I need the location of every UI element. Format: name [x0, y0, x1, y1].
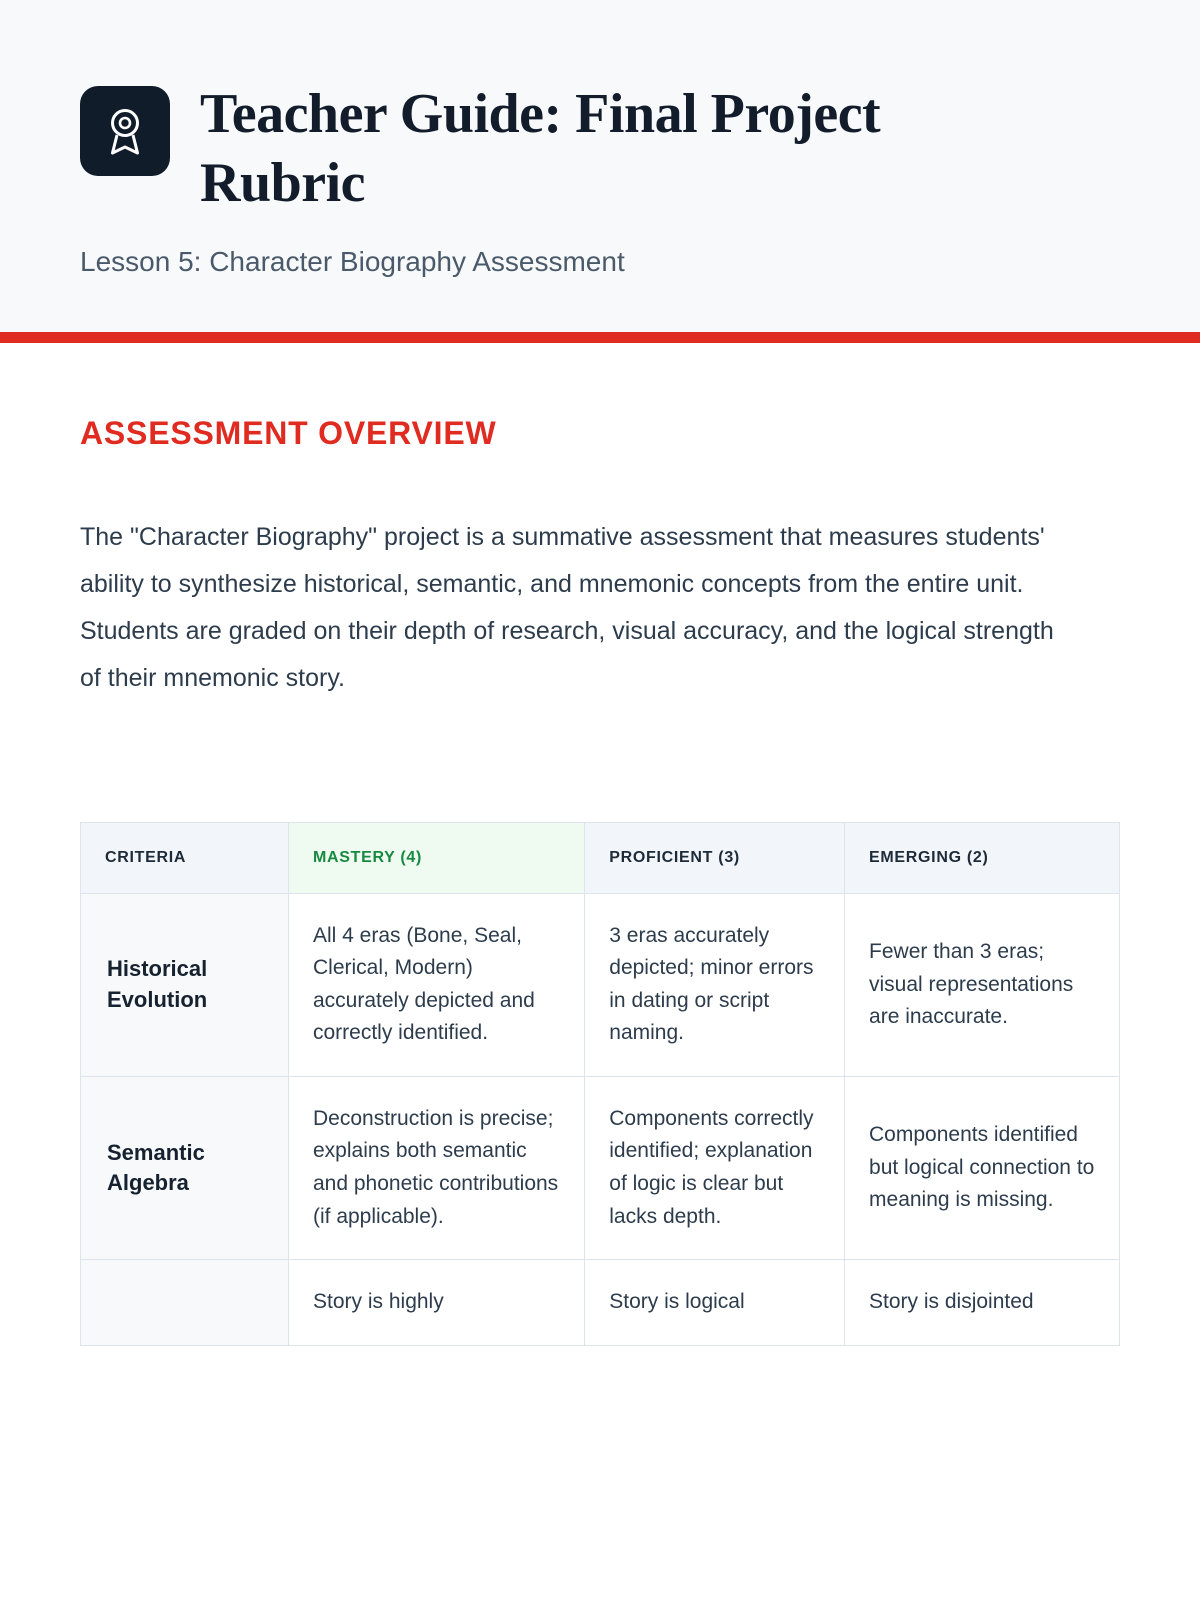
row-proficient-cell: Components correctly identified; explanation of logic is clear but lacks depth. — [585, 1076, 845, 1259]
document-body — [0, 343, 1200, 1346]
column-header-criteria: CRITERIA — [81, 822, 289, 893]
row-emerging-cell: Fewer than 3 eras; visual representations are inaccurate. — [845, 893, 1120, 1076]
row-criteria-label: Historical Evolution — [81, 893, 289, 1076]
row-criteria-label — [81, 1260, 289, 1346]
row-emerging-cell: Story is disjointed — [845, 1260, 1120, 1346]
rubric-table-wrapper — [80, 822, 1120, 1346]
section-heading-assessment-overview: ASSESSMENT OVERVIEW — [80, 414, 497, 451]
rubric-table-body — [81, 893, 1120, 1345]
row-criteria-label: Semantic Algebra — [81, 1076, 289, 1259]
row-mastery-cell: Deconstruction is precise; explains both semantic and phonetic contributions (if applicable). — [289, 1076, 585, 1259]
page-title: Teacher Guide: Final Project Rubric — [200, 83, 881, 214]
row-emerging-cell: Components identified but logical connection to meaning is missing. — [845, 1076, 1120, 1259]
document-header — [0, 0, 1200, 332]
column-header-proficient: PROFICIENT (3) — [585, 822, 845, 893]
row-mastery-cell: Story is highly — [289, 1260, 585, 1346]
table-row — [81, 893, 1120, 1076]
accent-divider — [0, 332, 1200, 343]
row-proficient-cell: 3 eras accurately depicted; minor errors in dating or script naming. — [585, 893, 845, 1076]
rubric-table-head — [81, 822, 1120, 893]
assessment-overview-paragraph: The "Character Biography" project is a summative assessment that measures students' ability to synthesize historical, semantic, and mnemonic concepts from the entire unit. Students are graded on their depth of research, visual accuracy, and the logical strength of their mnemonic story. — [80, 522, 1054, 692]
table-row — [81, 1260, 1120, 1346]
table-header-row — [81, 822, 1120, 893]
header-top — [80, 80, 1120, 218]
column-header-emerging: EMERGING (2) — [845, 822, 1120, 893]
column-header-mastery: MASTERY (4) — [289, 822, 585, 893]
rubric-table — [80, 822, 1120, 1346]
row-mastery-cell: All 4 eras (Bone, Seal, Clerical, Modern) accurately depicted and correctly identified. — [289, 893, 585, 1076]
table-row — [81, 1076, 1120, 1259]
page-subtitle: Lesson 5: Character Biography Assessment — [80, 245, 625, 277]
award-ribbon-icon — [80, 86, 170, 176]
row-proficient-cell: Story is logical — [585, 1260, 845, 1346]
